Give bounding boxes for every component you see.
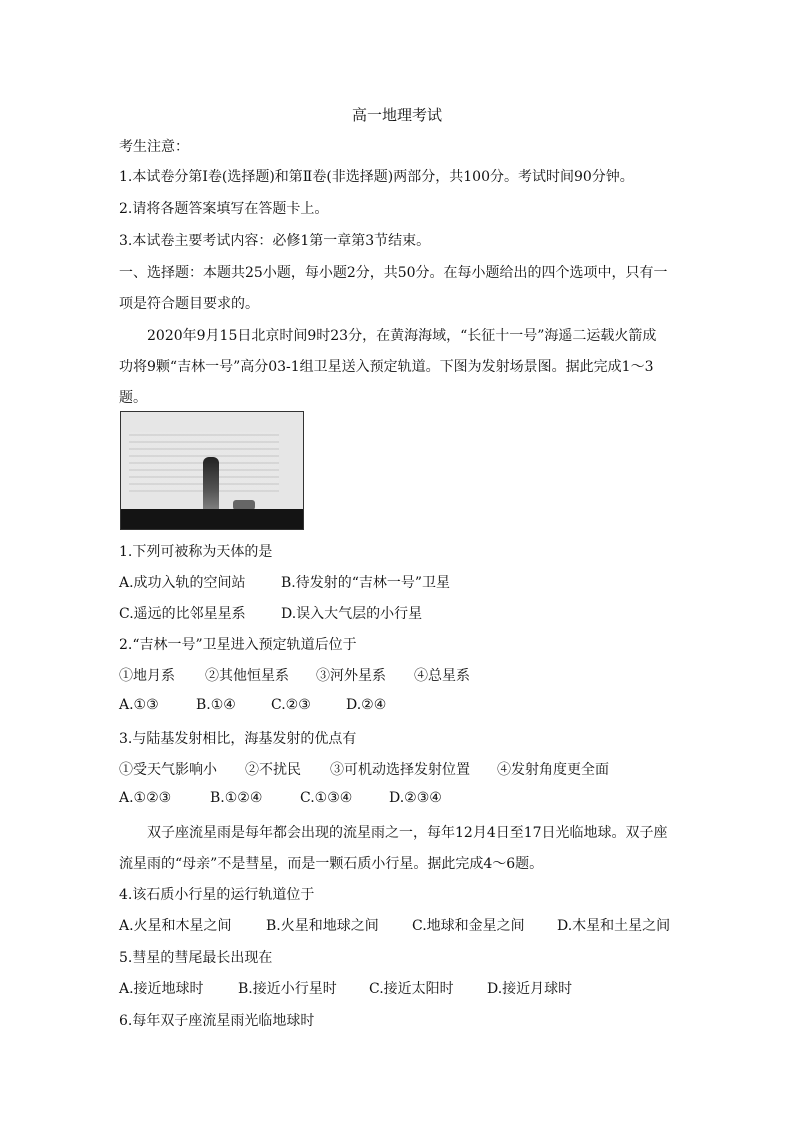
exam-title: 高一地理考试 bbox=[351, 106, 442, 124]
q6-stem: 6.每年双子座流星雨光临地球时 bbox=[119, 1013, 315, 1029]
q5-option-a: A.接近地球时 bbox=[119, 981, 204, 997]
notice-line-3: 3.本试卷主要考试内容：必修1第一章第3节结束。 bbox=[119, 233, 431, 249]
q3-statement-1: ①受天气影响小 bbox=[119, 762, 217, 778]
q4-option-b: B.火星和地球之间 bbox=[266, 918, 379, 934]
section-heading-line-1: 一、选择题：本题共25小题，每小题2分，共50分。在每小题给出的四个选项中，只有一 bbox=[119, 265, 668, 281]
q1-option-a: A.成功入轨的空间站 bbox=[119, 575, 246, 591]
q4-option-d: D.木星和土星之间 bbox=[557, 918, 671, 934]
q2-option-d: D.②④ bbox=[346, 697, 387, 713]
q2-option-c: C.②③ bbox=[271, 697, 311, 713]
q2-statement-1: ①地月系 bbox=[119, 668, 175, 684]
q2-statement-2: ②其他恒星系 bbox=[205, 668, 289, 684]
q3-statement-3: ③可机动选择发射位置 bbox=[330, 762, 470, 778]
q3-option-b: B.①②④ bbox=[210, 790, 263, 806]
notice-line-2: 2.请将各题答案填写在答题卡上。 bbox=[119, 201, 329, 217]
q3-option-d: D.②③④ bbox=[389, 790, 442, 806]
passage2-line-2: 流星雨的“母亲”不是彗星，而是一颗石质小行星。据此完成4～6题。 bbox=[119, 856, 544, 872]
q1-stem: 1.下列可被称为天体的是 bbox=[119, 544, 273, 560]
q3-option-c: C.①③④ bbox=[300, 790, 353, 806]
q5-stem: 5.彗星的彗尾最长出现在 bbox=[119, 950, 273, 966]
q3-statement-2: ②不扰民 bbox=[245, 762, 301, 778]
q2-stem: 2.“吉林一号”卫星进入预定轨道后位于 bbox=[119, 637, 357, 653]
q2-option-b: B.①④ bbox=[196, 697, 236, 713]
q2-statement-4: ④总星系 bbox=[414, 668, 470, 684]
q3-stem: 3.与陆基发射相比，海基发射的优点有 bbox=[119, 731, 357, 747]
q2-statement-3: ③河外星系 bbox=[316, 668, 386, 684]
q3-statement-4: ④发射角度更全面 bbox=[497, 762, 609, 778]
q1-option-d: D.误入大气层的小行星 bbox=[281, 606, 423, 622]
passage1-line-1: 2020年9月15日北京时间9时23分，在黄海海域，“长征十一号”海遥二运载火箭成 bbox=[147, 328, 657, 344]
notice-heading: 考生注意： bbox=[119, 139, 189, 155]
passage1-line-2: 功将9颗“吉林一号”高分03-1组卫星送入预定轨道。下图为发射场景图。据此完成1～3 bbox=[119, 359, 654, 375]
q5-option-b: B.接近小行星时 bbox=[238, 981, 337, 997]
q1-option-b: B.待发射的“吉林一号”卫星 bbox=[281, 575, 451, 591]
q1-option-c: C.遥远的比邻星星系 bbox=[119, 606, 246, 622]
section-heading-line-2: 项是符合题目要求的。 bbox=[119, 296, 259, 312]
notice-line-1: 1.本试卷分第Ⅰ卷(选择题)和第Ⅱ卷(非选择题)两部分，共100分。考试时间90分钟。 bbox=[119, 169, 634, 185]
q2-option-a: A.①③ bbox=[119, 697, 159, 713]
launch-photo-sea bbox=[121, 509, 303, 529]
q4-option-c: C.地球和金星之间 bbox=[412, 918, 525, 934]
rocket-plume bbox=[203, 457, 219, 513]
launch-photo bbox=[120, 411, 304, 530]
q3-option-a: A.①②③ bbox=[119, 790, 172, 806]
q5-option-c: C.接近太阳时 bbox=[369, 981, 454, 997]
passage1-line-3: 题。 bbox=[119, 390, 147, 406]
q4-option-a: A.火星和木星之间 bbox=[119, 918, 232, 934]
q4-stem: 4.该石质小行星的运行轨道位于 bbox=[119, 887, 315, 903]
passage2-line-1: 双子座流星雨是每年都会出现的流星雨之一，每年12月4日至17日光临地球。双子座 bbox=[147, 825, 668, 841]
q5-option-d: D.接近月球时 bbox=[487, 981, 573, 997]
